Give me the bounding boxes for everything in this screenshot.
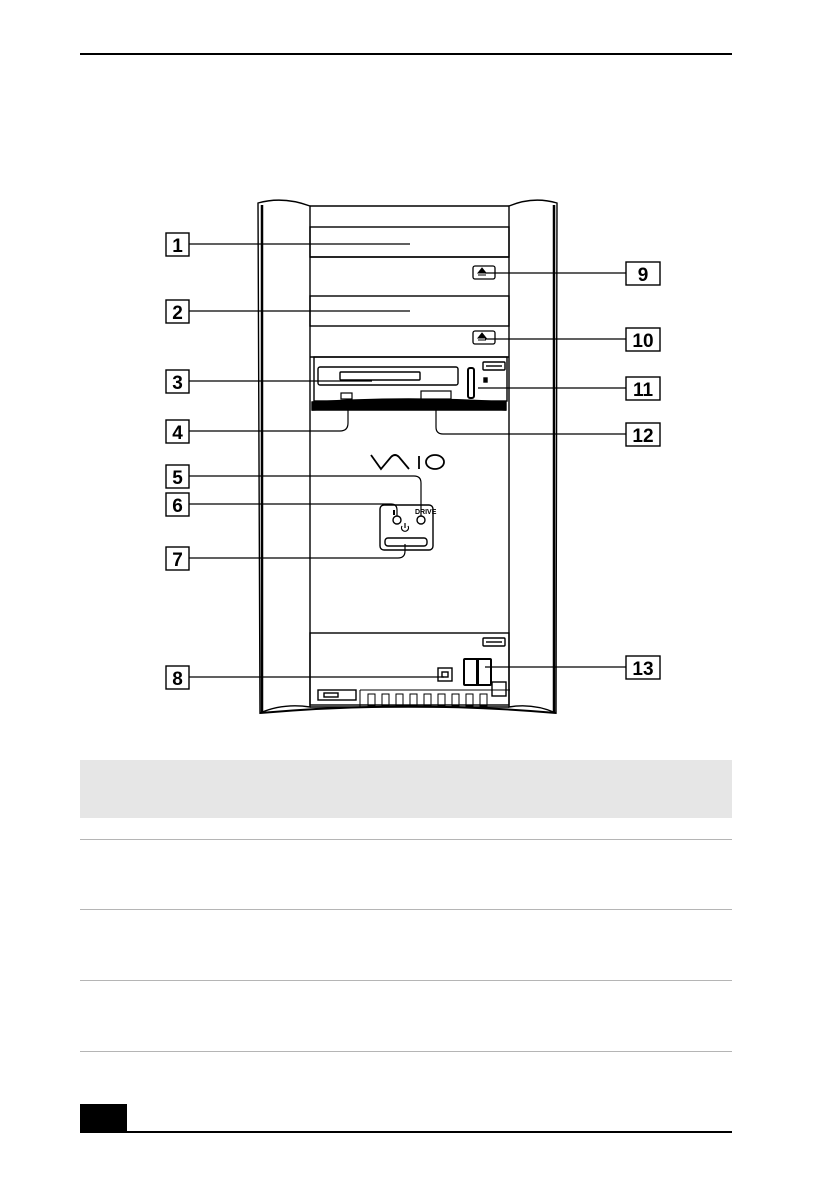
table-rule-3 <box>80 980 732 981</box>
svg-text:9: 9 <box>637 265 649 286</box>
bottom-rule <box>80 1131 732 1133</box>
floppy-eject-button <box>421 391 451 399</box>
svg-text:13: 13 <box>632 659 654 680</box>
svg-text:4: 4 <box>172 423 183 444</box>
power-icon <box>402 523 409 531</box>
floppy-access-indicator <box>341 393 352 399</box>
callout-4 <box>166 420 189 444</box>
leader-lines <box>189 244 626 677</box>
callout-10 <box>626 328 660 352</box>
callout-9 <box>626 262 660 286</box>
led-marker <box>393 510 395 515</box>
callout-5 <box>166 465 189 489</box>
svg-text:8: 8 <box>172 669 183 690</box>
drive-label: DRIVE <box>415 509 437 516</box>
table-rule-1 <box>80 839 732 840</box>
svg-text:10: 10 <box>632 331 654 352</box>
svg-text:1: 1 <box>172 236 183 257</box>
callout-2 <box>166 300 189 324</box>
svg-text:2: 2 <box>172 303 183 324</box>
callout-13 <box>626 656 660 680</box>
callout-7 <box>166 547 189 571</box>
eject-icon <box>478 268 486 275</box>
table-header-band <box>80 760 732 818</box>
callout-12 <box>626 423 660 447</box>
table-rule-4 <box>80 1051 732 1052</box>
svg-text:6: 6 <box>172 496 183 517</box>
eject-icon <box>478 333 486 340</box>
svg-text:11: 11 <box>632 380 654 401</box>
table-rule-2 <box>80 909 732 910</box>
page-number-tab <box>80 1104 127 1131</box>
callout-6 <box>166 493 189 517</box>
svg-text:7: 7 <box>172 550 183 571</box>
vaio-logo <box>371 455 444 469</box>
svg-text:3: 3 <box>172 373 183 394</box>
tower <box>258 200 557 713</box>
callout-1 <box>166 233 189 257</box>
svg-text:12: 12 <box>632 426 654 447</box>
callout-11 <box>626 377 660 401</box>
svg-text:5: 5 <box>172 468 183 489</box>
callout-8 <box>166 666 189 690</box>
callout-3 <box>166 370 189 394</box>
